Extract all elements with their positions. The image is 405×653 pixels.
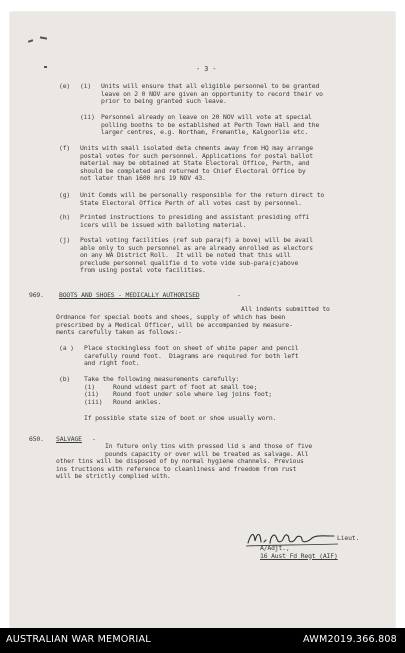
para-j-line: able only to such personnel as are already enrolled as electors bbox=[80, 243, 313, 252]
para-j-line: Postal voting facilities (ref sub para(f) a bove) will be avail bbox=[80, 236, 313, 244]
para-e-ii-line: larger centres, e.g. Northam, Fremantle, Kalgoorlie etc. bbox=[101, 128, 309, 136]
section-70-line: In future only tins with pressed lid s and those of five bbox=[105, 442, 313, 450]
signature-role: A/Adjt., bbox=[260, 544, 290, 552]
para-j-line: from using postal vote facilities. bbox=[80, 266, 206, 274]
section-69-note: If possible state size of boot or shoe usually worn. bbox=[84, 414, 277, 422]
sub-b-intro: Take the following measurements carefully: bbox=[84, 375, 240, 383]
measure-text: Round widest part of foot at small toe; bbox=[113, 382, 258, 391]
section-number: 969. bbox=[29, 291, 44, 299]
para-sub-e-i: (i) bbox=[80, 82, 92, 90]
para-sub-e-ii: (ii) bbox=[80, 113, 95, 121]
para-label-h: (h) bbox=[59, 213, 71, 221]
sub-a-line: and right foot. bbox=[84, 359, 140, 367]
para-h-line: icers will be issued with balloting material. bbox=[80, 220, 247, 229]
para-g-line: Unit Comds will be personally responsible for the return direct to bbox=[80, 191, 325, 199]
section-heading: SALVAGE bbox=[56, 435, 82, 443]
para-e-i-line: prior to being granted such leave. bbox=[101, 97, 227, 105]
section-69-intro-line: All indents submitted to bbox=[241, 305, 330, 313]
section-70-line: ins tructions with reference to cleanliness and freedom from rust bbox=[56, 464, 297, 473]
para-e-ii-line: Personnel already on leave on 20 NOV will vote at special bbox=[101, 113, 312, 121]
para-f-line: Units with small isolated deta chments away from HQ may arrange bbox=[80, 144, 313, 152]
sub-a-line: Place stockingless foot on sheet of white paper and pencil bbox=[84, 344, 299, 352]
section-70-line: other tins will be disposed of by normal hygiene channels. Previous bbox=[56, 457, 304, 465]
section-heading-dash: - bbox=[92, 435, 96, 443]
section-69-intro-line: prescribed by a Medical Officer, will be accompanied by measure- bbox=[56, 320, 293, 329]
section-heading: BOOTS AND SHOES - MEDICALLY AUTHORISED bbox=[59, 291, 200, 299]
para-h-line: Printed instructions to presiding and assistant presiding offi bbox=[80, 213, 310, 221]
para-label-f: (f) bbox=[59, 144, 71, 152]
sub-label-b: (b) bbox=[59, 375, 71, 383]
para-f-line: not later than 1600 hrs 19 NOV 43. bbox=[80, 174, 206, 182]
section-number: 650. bbox=[29, 435, 44, 443]
para-f-line: should be completed and returned to Chief Electoral Office by bbox=[80, 166, 306, 175]
signature-rank: Lieut. bbox=[337, 534, 360, 542]
footer-accession-number: AWM2019.366.808 bbox=[303, 634, 397, 645]
para-label-j: (j) bbox=[59, 236, 71, 244]
measure-num: (iii) bbox=[84, 397, 103, 406]
para-label-g: (g) bbox=[59, 191, 71, 199]
para-f-line: material may be obtained at State Electoral Office, Perth, and bbox=[80, 159, 310, 167]
para-f-line: postal votes for such personnel. Applications for postal ballot bbox=[80, 151, 313, 160]
sub-label-a: (a ) bbox=[59, 344, 74, 352]
section-70-line: will be strictly complied with. bbox=[56, 472, 171, 480]
para-e-i-line: leave on 2 0 NOV are given an opportunity to record their vo bbox=[101, 89, 323, 98]
measure-num: (ii) bbox=[84, 390, 99, 398]
measure-text: Round ankles. bbox=[113, 397, 162, 406]
page-number: - 3 - bbox=[196, 65, 217, 73]
para-e-i-line: Units will ensure that all eligible personnel to be granted bbox=[101, 82, 320, 90]
sub-a-line: carefully round foot. Diagrams are required for both left bbox=[84, 351, 299, 360]
footer-institution: AUSTRALIAN WAR MEMORIAL bbox=[6, 634, 151, 645]
section-70-line: pounds capacity or over will be treated as salvage. All bbox=[105, 449, 309, 458]
handwritten-signature bbox=[242, 527, 342, 549]
para-j-line: preclude personnel qualifie d to vote vide sub-para(c)above bbox=[80, 258, 299, 267]
signature-unit: 16 Aust Fd Regt (AIF) bbox=[260, 551, 338, 560]
section-69-intro-line: Ordnance for special boots and shoes, supply of which has been bbox=[56, 313, 286, 321]
para-g-line: State Electoral Office Perth of all votes cast by personnel. bbox=[80, 198, 302, 207]
para-j-line: on any WA District Roll. It will be noted that this will bbox=[80, 251, 291, 259]
measure-text: Round foot under sole where leg joins foot; bbox=[113, 390, 272, 398]
measure-num: (i) bbox=[84, 382, 96, 391]
section-heading-dash: - bbox=[237, 291, 241, 299]
para-e-ii-line: polling booths to be established at Perth Town Hall and the bbox=[101, 120, 320, 129]
pencil-mark bbox=[44, 66, 47, 68]
section-69-intro-line: ments carefully taken as follows:- bbox=[56, 328, 182, 336]
para-label-e: (e) bbox=[59, 82, 71, 90]
archive-footer bbox=[0, 628, 405, 653]
